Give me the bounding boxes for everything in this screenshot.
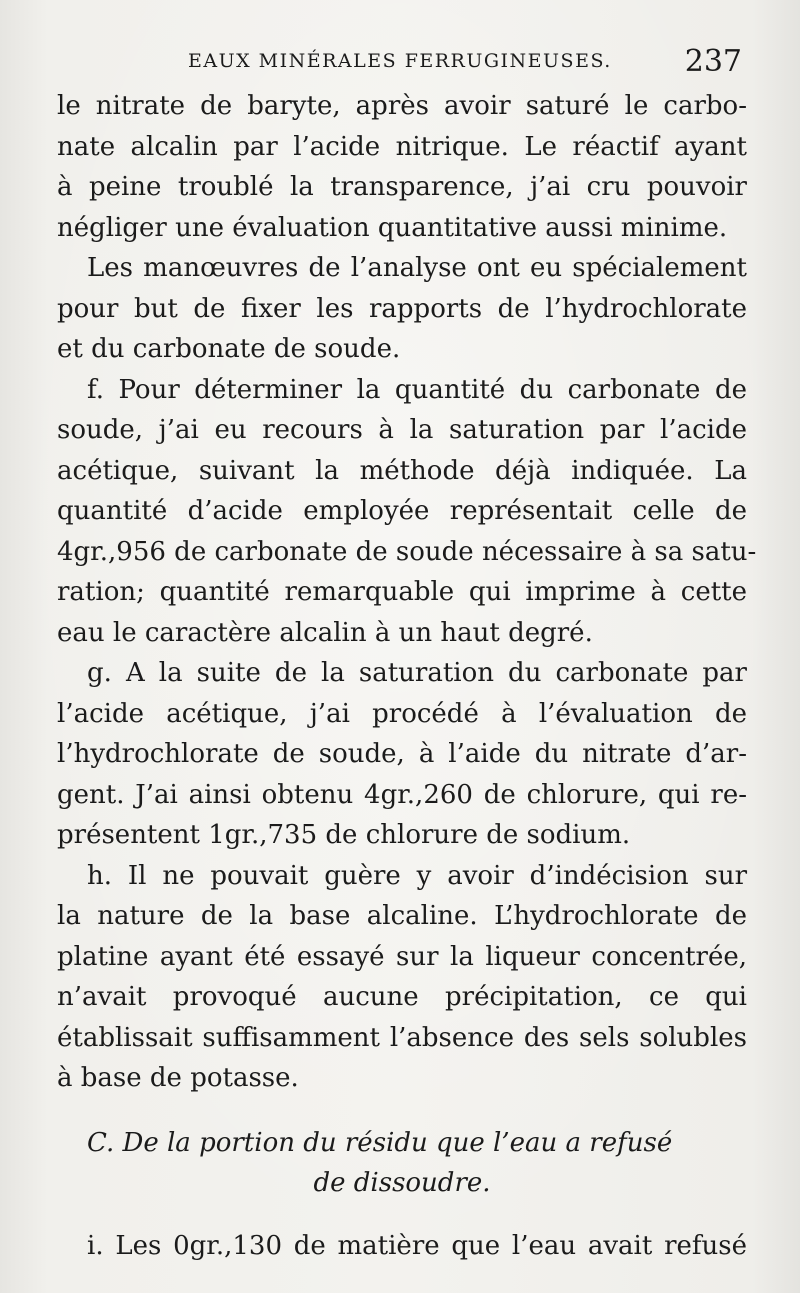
text-line: l’acide acétique, j’ai procédé à l’évaluation de (57, 698, 747, 729)
text-line: acétique, suivant la méthode déjà indiquée. La (57, 455, 747, 486)
text-line: présentent 1gr.,735 de chlorure de sodium. (57, 820, 631, 850)
text-line: i. Les 0gr.,130 de matière que l’eau avait refusé (87, 1230, 747, 1261)
section-spacer (57, 1204, 747, 1226)
body-text (57, 86, 757, 1266)
paragraph-f (57, 370, 757, 654)
text-line: eau le caractère alcalin à un haut degré. (57, 617, 593, 648)
text-line: et du carbonate de soude. (57, 334, 401, 364)
text-line: n’avait provoqué aucune précipitation, ce qui (57, 982, 747, 1012)
paragraph-h (57, 856, 747, 1099)
paragraph-analysis-purpose (57, 248, 747, 370)
text-line: ration; quantité remarquable qui imprime à cette (57, 577, 747, 607)
section-heading-line: C. De la portion du résidu que l’eau a refusé (87, 1127, 673, 1158)
paragraph-continuation (57, 86, 747, 248)
text-line: h. Il ne pouvait guère y avoir d’indécision sur (87, 860, 747, 891)
text-line: à base de potasse. (57, 1063, 299, 1093)
page-header (60, 44, 750, 84)
section-heading (57, 1123, 747, 1204)
text-line: f. Pour déterminer la quantité du carbonate de (87, 374, 747, 405)
text-line: gent. J’ai ainsi obtenu 4gr.,260 de chlorure, qui re- (57, 779, 747, 810)
page-number: 237 (684, 44, 742, 79)
paragraph-g (57, 653, 747, 856)
section-spacer (57, 1099, 747, 1123)
text-line: l’hydrochlorate de soude, à l’aide du nitrate d’ar- (57, 739, 747, 769)
text-line: négliger une évaluation quantitative aussi minime. (57, 212, 728, 243)
text-line: platine ayant été essayé sur la liqueur concentrée, (57, 941, 747, 972)
text-line: quantité d’acide employée représentait celle de (57, 496, 747, 526)
text-line: g. A la suite de la saturation du carbonate par (87, 658, 747, 688)
text-line: la nature de la base alcaline. L’hydrochlorate de (57, 901, 747, 931)
text-line: Les manœuvres de l’analyse ont eu spécialement (87, 253, 747, 283)
text-line: nate alcalin par l’acide nitrique. Le réactif ayant (57, 131, 747, 162)
text-line: le nitrate de baryte, après avoir saturé le carbo- (57, 91, 747, 121)
running-head: EAUX MINÉRALES FERRUGINEUSES. (188, 50, 612, 72)
text-line: établissait suffisamment l’absence des sels solubles (57, 1022, 747, 1053)
section-heading-line: de dissoudre. (313, 1168, 491, 1198)
text-line: pour but de fixer les rapports de l’hydrochlorate (57, 293, 747, 324)
text-line: soude, j’ai eu recours à la saturation par l’acide (57, 415, 747, 445)
text-line: 4gr.,956 de carbonate de soude nécessaire à sa satu- (57, 536, 757, 567)
text-line: à peine troublé la transparence, j’ai cru pouvoir (57, 172, 747, 202)
paragraph-i (57, 1226, 747, 1267)
